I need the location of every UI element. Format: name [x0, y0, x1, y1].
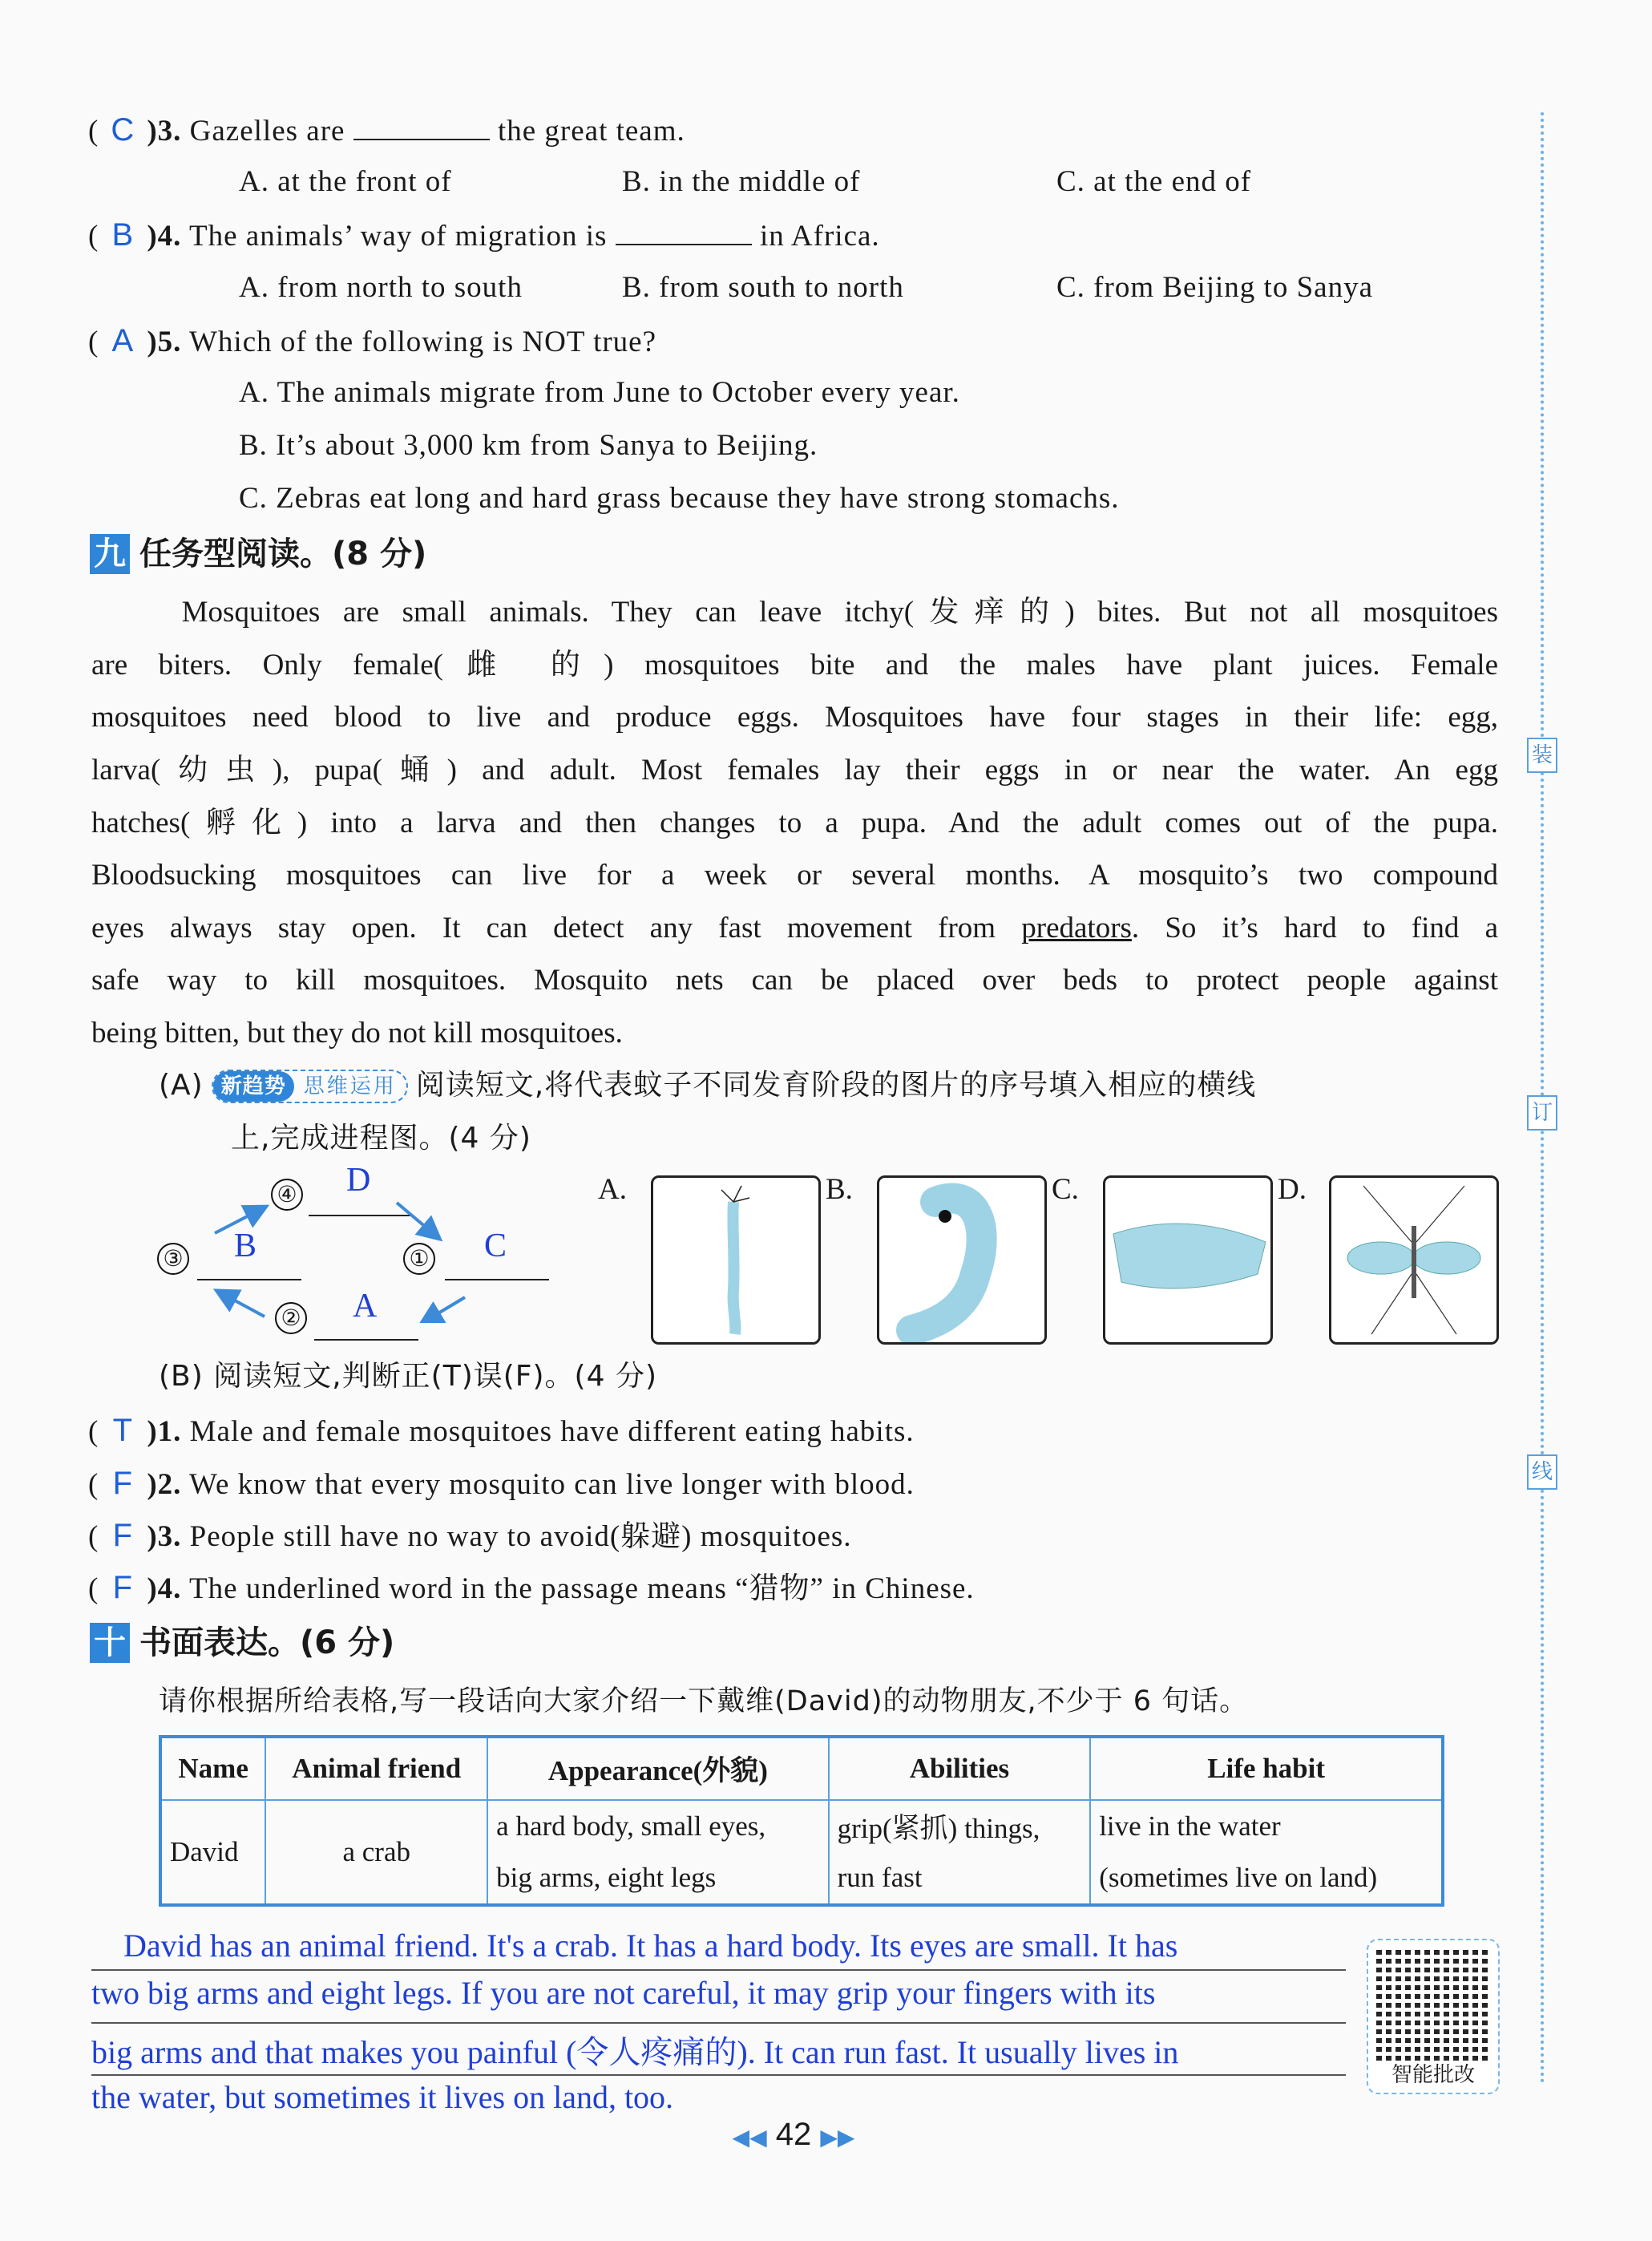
eggs-picture: [1103, 1175, 1273, 1345]
section-heading: 九 任务型阅读。(8 分): [90, 534, 426, 574]
passage-line: Mosquitoes are small animals. They can leave itchy(发痒的) bites. But not all mosquitoes: [91, 596, 1498, 629]
option-c: C. Zebras eat long and hard grass because they have strong stomachs.: [239, 482, 1120, 515]
answer[interactable]: F: [112, 1466, 134, 1501]
option-b: B. from south to north: [622, 271, 904, 304]
adult-mosquito-picture: [1329, 1175, 1499, 1345]
page-number: ◀◀ 42 ▶▶: [732, 2117, 855, 2152]
larva-picture: [651, 1175, 821, 1345]
option-c: C. at the end of: [1056, 165, 1252, 198]
picture-label: C.: [1052, 1173, 1079, 1206]
tf-question: ( F )2. We know that every mosquito can live longer with blood.: [88, 1463, 915, 1505]
step-2-answer[interactable]: A: [353, 1288, 378, 1325]
step-2-marker: ②: [275, 1302, 307, 1334]
answer[interactable]: F: [112, 1570, 134, 1605]
step-3-marker: ③: [157, 1243, 189, 1275]
section-number-badge: 十: [90, 1623, 130, 1663]
tf-question: ( T )1. Male and female mosquitoes have different eating habits.: [88, 1410, 915, 1452]
picture-label: B.: [826, 1173, 853, 1206]
margin-mark: 线: [1527, 1454, 1557, 1490]
option-b: B. It’s about 3,000 km from Sanya to Beijing.: [239, 429, 818, 462]
passage-line: hatches(孵化) into a larva and then changes to a pupa. And the adult comes out of the pupa.: [91, 807, 1498, 839]
new-trend-badge: 新趋势 思维运用: [212, 1070, 408, 1103]
answer[interactable]: F: [112, 1518, 134, 1553]
step-4-marker: ④: [271, 1179, 303, 1211]
section-heading: 十 书面表达。(6 分): [90, 1623, 394, 1663]
tf-question: ( F )3. People still have no way to avoid(躲避) mosquitoes.: [88, 1515, 852, 1557]
qr-icon: [1376, 1947, 1490, 2061]
option-b: B. in the middle of: [622, 165, 861, 198]
answer[interactable]: T: [112, 1413, 134, 1448]
picture-label: D.: [1278, 1173, 1307, 1206]
pupa-picture: [877, 1175, 1047, 1345]
blank: [616, 220, 752, 245]
option-a: A. at the front of: [239, 165, 452, 198]
passage-line: eyes always stay open. It can detect any fast movement from predators. So it’s hard to find a: [91, 912, 1498, 945]
answer[interactable]: C: [111, 112, 135, 148]
underlined-word: predators: [1021, 912, 1132, 945]
section-number-badge: 九: [90, 534, 130, 574]
part-a-instruction-2: 上,完成进程图。(4 分): [231, 1122, 531, 1155]
blank: [353, 115, 490, 140]
prev-arrows-icon: ◀◀: [732, 2125, 767, 2150]
step-3-answer[interactable]: B: [234, 1228, 257, 1264]
option-a: A. from north to south: [239, 271, 523, 304]
qr-code[interactable]: 智能批改: [1367, 1939, 1500, 2094]
info-table: Name Animal friend Appearance(外貌) Abilities Life habit David a crab a hard body, small eyes, grip(紧抓) things, live in the water big arms, eight legs run fast (sometimes live on land): [159, 1735, 1444, 1907]
part-a-instruction: (A) 新趋势 思维运用 阅读短文,将代表蚊子不同发育阶段的图片的序号填入相应的横线: [159, 1069, 1257, 1102]
passage-line: safe way to kill mosquitoes. Mosquito nets can be placed over beds to protect people against: [91, 964, 1498, 997]
margin-mark: 订: [1527, 1095, 1557, 1131]
answer[interactable]: A: [111, 323, 135, 358]
passage-line: are biters. Only female(雌 的) mosquitoes bite and the males have plant juices. Female: [91, 649, 1498, 682]
passage-line: larva(幼虫), pupa(蛹) and adult. Most females lay their eggs in or near the water. An egg: [91, 754, 1498, 787]
step-1-marker: ①: [403, 1243, 435, 1275]
part-b-instruction: (B) 阅读短文,判断正(T)误(F)。(4 分): [159, 1360, 657, 1393]
cycle-arrows: [200, 1195, 481, 1323]
next-arrows-icon: ▶▶: [820, 2125, 855, 2150]
option-a: A. The animals migrate from June to October every year.: [239, 376, 960, 409]
step-4-answer[interactable]: D: [346, 1162, 371, 1199]
step-1-answer[interactable]: C: [484, 1228, 507, 1264]
writing-instruction: 请你根据所给表格,写一段话向大家介绍一下戴维(David)的动物朋友,不少于 6 句话。: [159, 1685, 1249, 1717]
passage-line: being bitten, but they do not kill mosquitoes.: [91, 1017, 623, 1050]
tf-question: ( F )4. The underlined word in the passage means “猎物” in Chinese.: [88, 1567, 975, 1609]
answer[interactable]: B: [111, 217, 135, 253]
passage-line: mosquitoes need blood to live and produce eggs. Mosquitoes have four stages in their life: egg,: [91, 701, 1498, 734]
option-c: C. from Beijing to Sanya: [1056, 271, 1373, 304]
margin-mark: 装: [1527, 738, 1557, 773]
passage-line: Bloodsucking mosquitoes can live for a week or several months. A mosquito’s two compound: [91, 859, 1498, 892]
picture-label: A.: [598, 1173, 627, 1206]
